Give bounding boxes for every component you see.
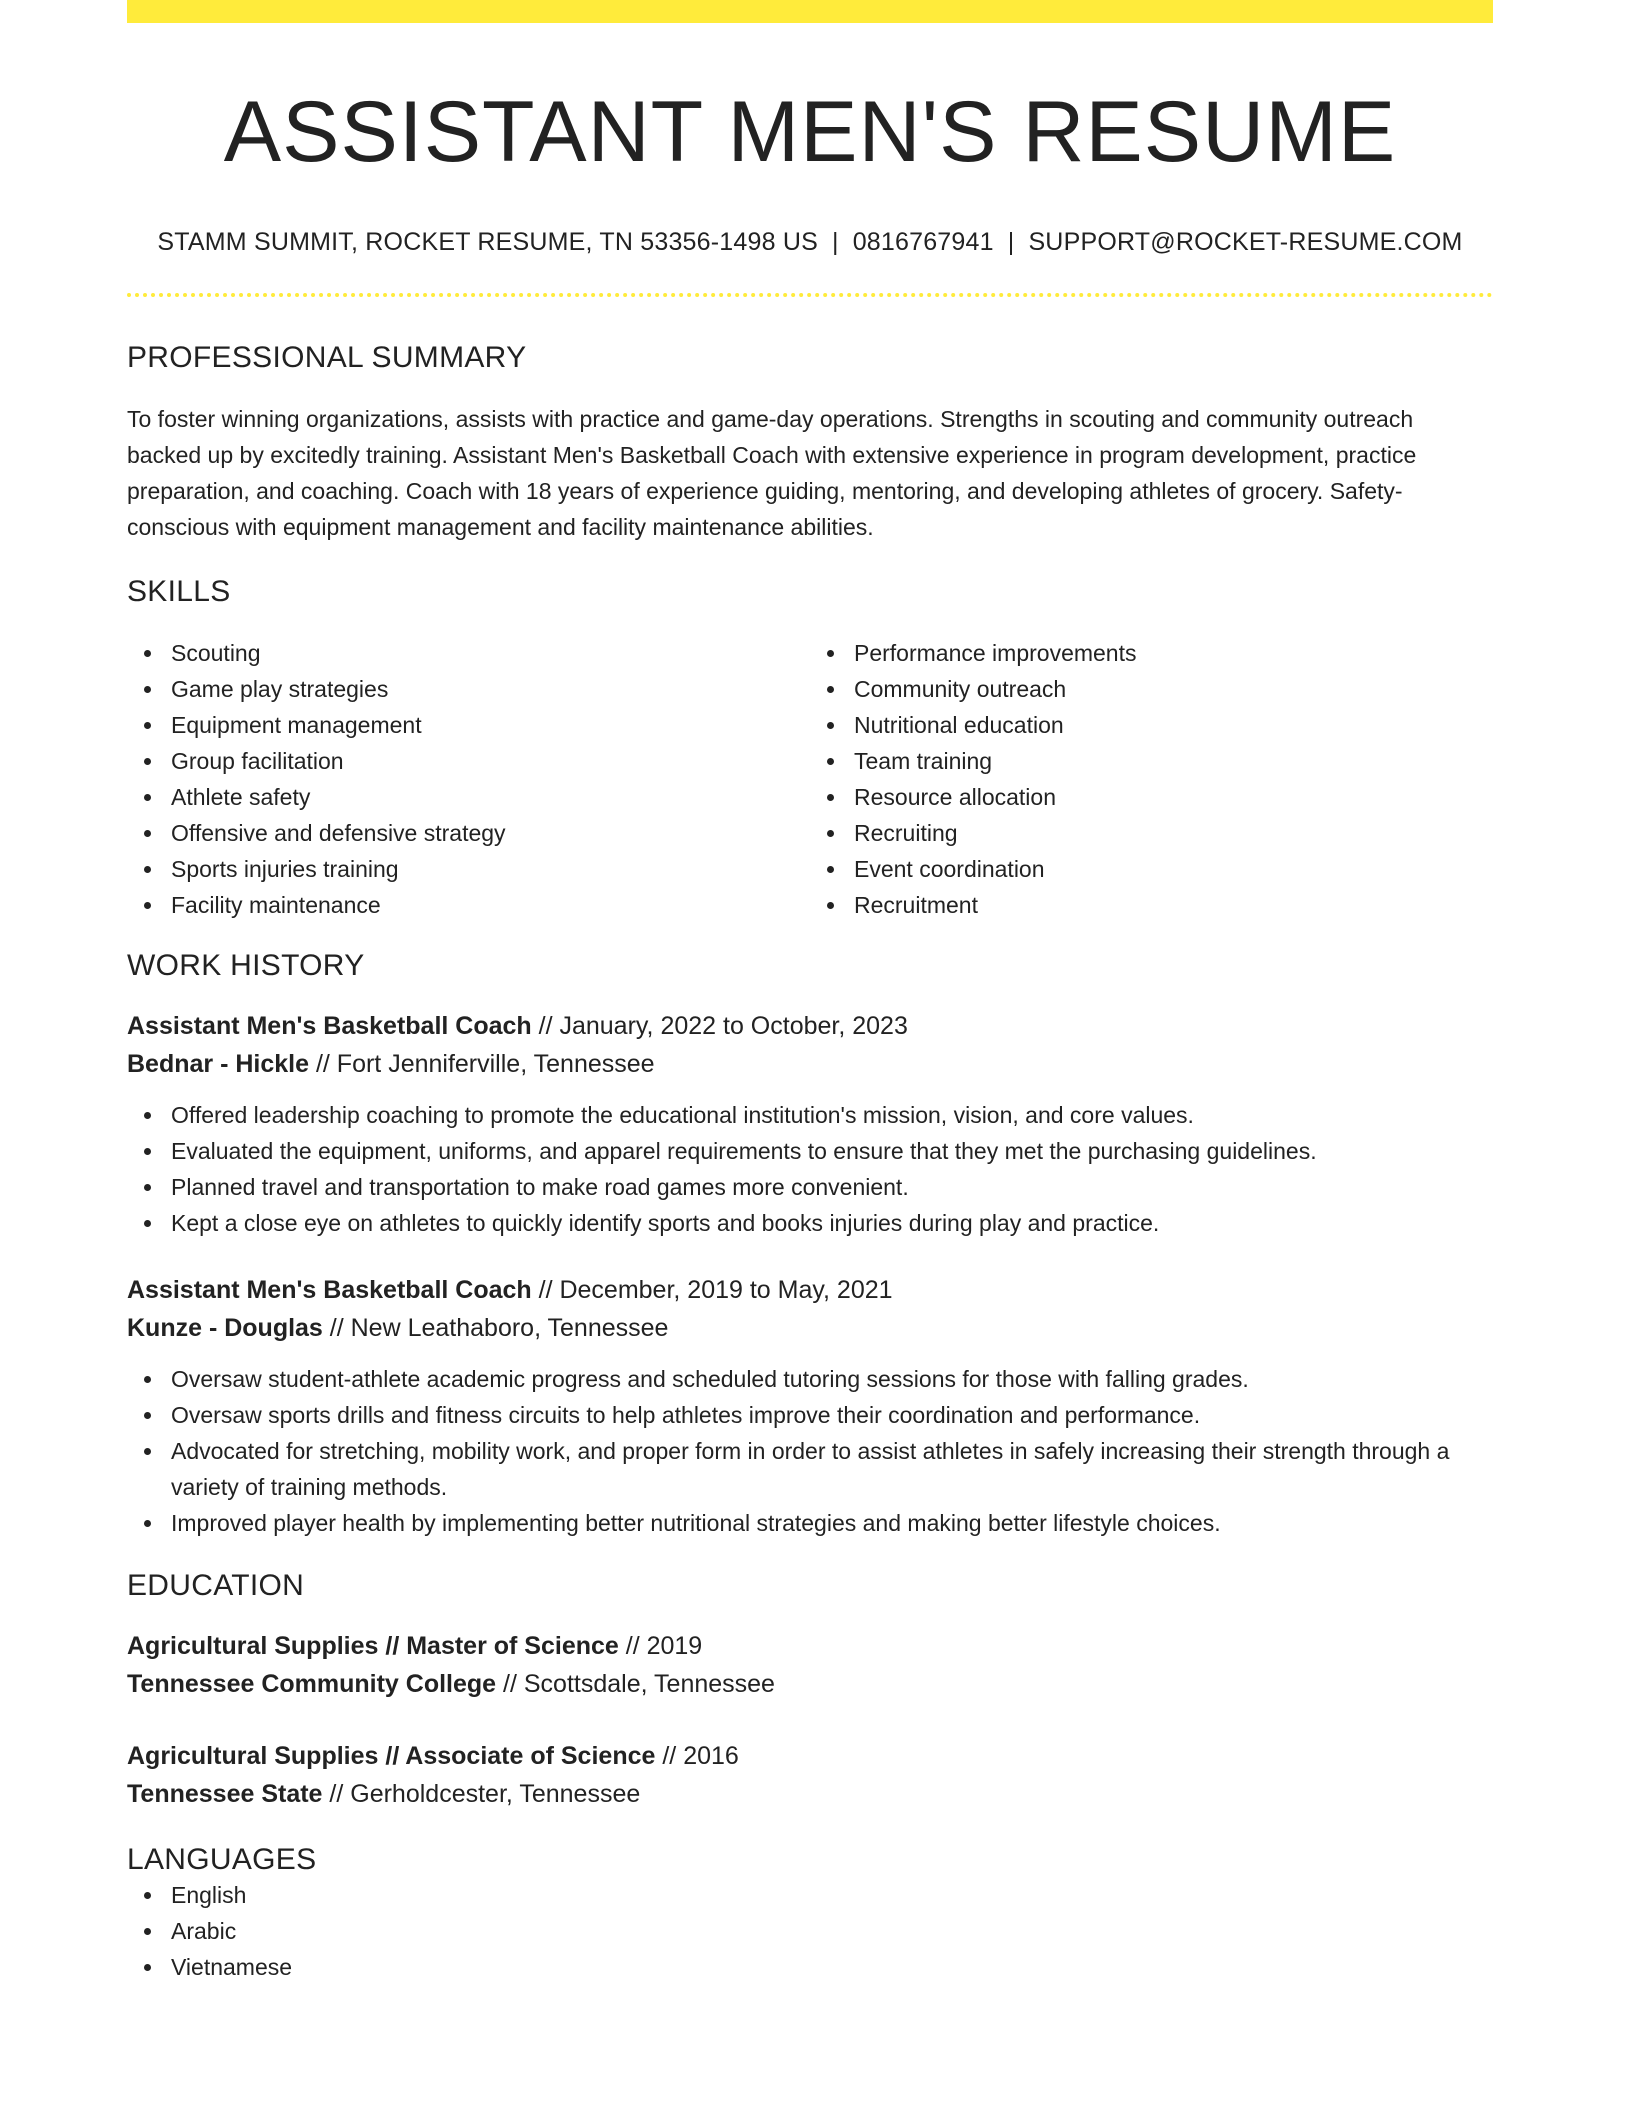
- job-duty: Oversaw student-athlete academic progress and scheduled tutoring sessions for those with falling grades.: [171, 1361, 1493, 1397]
- skill-item: Recruitment: [854, 887, 1493, 923]
- job-duties: [127, 1361, 1493, 1541]
- school: Tennessee State: [127, 1779, 323, 1808]
- job-dates: // December, 2019 to May, 2021: [531, 1275, 893, 1304]
- language-item: Arabic: [171, 1913, 1493, 1949]
- skill-item: Recruiting: [854, 815, 1493, 851]
- language-item: English: [171, 1877, 1493, 1913]
- contact-separator: |: [831, 227, 839, 256]
- job-location: // Fort Jenniferville, Tennessee: [309, 1049, 655, 1078]
- job-role-line: [127, 1271, 1493, 1309]
- job-duty: Evaluated the equipment, uniforms, and apparel requirements to ensure that they met the purchasing guidelines.: [171, 1133, 1493, 1169]
- contact-separator: |: [1007, 227, 1015, 256]
- skill-item: Sports injuries training: [171, 851, 810, 887]
- email: SUPPORT@ROCKET-RESUME.COM: [1028, 227, 1463, 256]
- job-role: Assistant Men's Basketball Coach: [127, 1011, 532, 1040]
- degree-year: // 2016: [655, 1741, 739, 1770]
- job-location: // New Leathaboro, Tennessee: [322, 1313, 669, 1342]
- job-duty: Kept a close eye on athletes to quickly identify sports and books injuries during play and practice.: [171, 1205, 1493, 1241]
- degree-line: [127, 1737, 1493, 1775]
- skill-item: Group facilitation: [171, 743, 810, 779]
- degree: Agricultural Supplies // Associate of Science: [127, 1741, 656, 1770]
- languages-list: [127, 1877, 1493, 1985]
- resume-title: ASSISTANT MEN'S RESUME: [223, 84, 1397, 180]
- education-heading: EDUCATION: [127, 1568, 305, 1602]
- job-entry: [127, 1271, 1493, 1541]
- job-duty: Planned travel and transportation to make road games more convenient.: [171, 1169, 1493, 1205]
- skill-item: Performance improvements: [854, 635, 1493, 671]
- job-company: Kunze - Douglas: [127, 1313, 323, 1342]
- skill-item: Athlete safety: [171, 779, 810, 815]
- job-duty: Offered leadership coaching to promote the educational institution's mission, vision, and core values.: [171, 1097, 1493, 1133]
- job-duty: Advocated for stretching, mobility work, and proper form in order to assist athletes in safely increasing their strength through a variety of training methods.: [171, 1433, 1493, 1505]
- resume-page: [127, 0, 1493, 1985]
- job-entry: [127, 1007, 1493, 1241]
- skill-item: Offensive and defensive strategy: [171, 815, 810, 851]
- job-duty: Improved player health by implementing better nutritional strategies and making better lifestyle choices.: [171, 1505, 1493, 1541]
- skill-item: Resource allocation: [854, 779, 1493, 815]
- skills-column-left: [127, 635, 810, 923]
- degree-line: [127, 1627, 1493, 1665]
- school-location: // Gerholdcester, Tennessee: [322, 1779, 641, 1808]
- job-company-line: [127, 1045, 1493, 1083]
- language-item: Vietnamese: [171, 1949, 1493, 1985]
- skill-item: Team training: [854, 743, 1493, 779]
- skill-item: Nutritional education: [854, 707, 1493, 743]
- skills-list: [127, 635, 1493, 923]
- job-duty: Oversaw sports drills and fitness circuits to help athletes improve their coordination and performance.: [171, 1397, 1493, 1433]
- skills-column-right: [810, 635, 1493, 923]
- summary-text: To foster winning organizations, assists with practice and game-day operations. Strengths in scouting and community outreach backed up by excitedly training. Assistant Men's Basketball Coach with extensive experience in program development, practice preparation, and coaching. Coach with 18 years of experience guiding, mentoring, and developing athletes of grocery. Safety-conscious with equipment management and facility maintenance abilities.: [127, 405, 1417, 540]
- skill-item: Community outreach: [854, 671, 1493, 707]
- job-company: Bednar - Hickle: [127, 1049, 310, 1078]
- education-entry: [127, 1627, 1493, 1703]
- job-duties: [127, 1097, 1493, 1241]
- skill-item: Event coordination: [854, 851, 1493, 887]
- skill-item: Facility maintenance: [171, 887, 810, 923]
- phone: 0816767941: [852, 227, 994, 256]
- languages-heading: LANGUAGES: [127, 1842, 317, 1876]
- summary-heading: PROFESSIONAL SUMMARY: [127, 340, 527, 374]
- job-dates: // January, 2022 to October, 2023: [531, 1011, 908, 1040]
- skills-heading: SKILLS: [127, 574, 231, 608]
- education-entry: [127, 1737, 1493, 1813]
- accent-top-bar: [127, 0, 1493, 23]
- school-location: // Scottsdale, Tennessee: [496, 1669, 775, 1698]
- degree: Agricultural Supplies // Master of Science: [127, 1631, 619, 1660]
- job-role-line: [127, 1007, 1493, 1045]
- school-line: [127, 1665, 1493, 1703]
- dotted-divider: [127, 293, 1493, 297]
- school-line: [127, 1775, 1493, 1813]
- work-history-heading: WORK HISTORY: [127, 948, 365, 982]
- job-company-line: [127, 1309, 1493, 1347]
- skill-item: Game play strategies: [171, 671, 810, 707]
- skill-item: Scouting: [171, 635, 810, 671]
- degree-year: // 2019: [618, 1631, 703, 1660]
- contact-line: [127, 228, 1493, 257]
- address: STAMM SUMMIT, ROCKET RESUME, TN 53356-1498 US: [157, 227, 818, 256]
- school: Tennessee Community College: [127, 1669, 497, 1698]
- job-role: Assistant Men's Basketball Coach: [127, 1275, 532, 1304]
- skill-item: Equipment management: [171, 707, 810, 743]
